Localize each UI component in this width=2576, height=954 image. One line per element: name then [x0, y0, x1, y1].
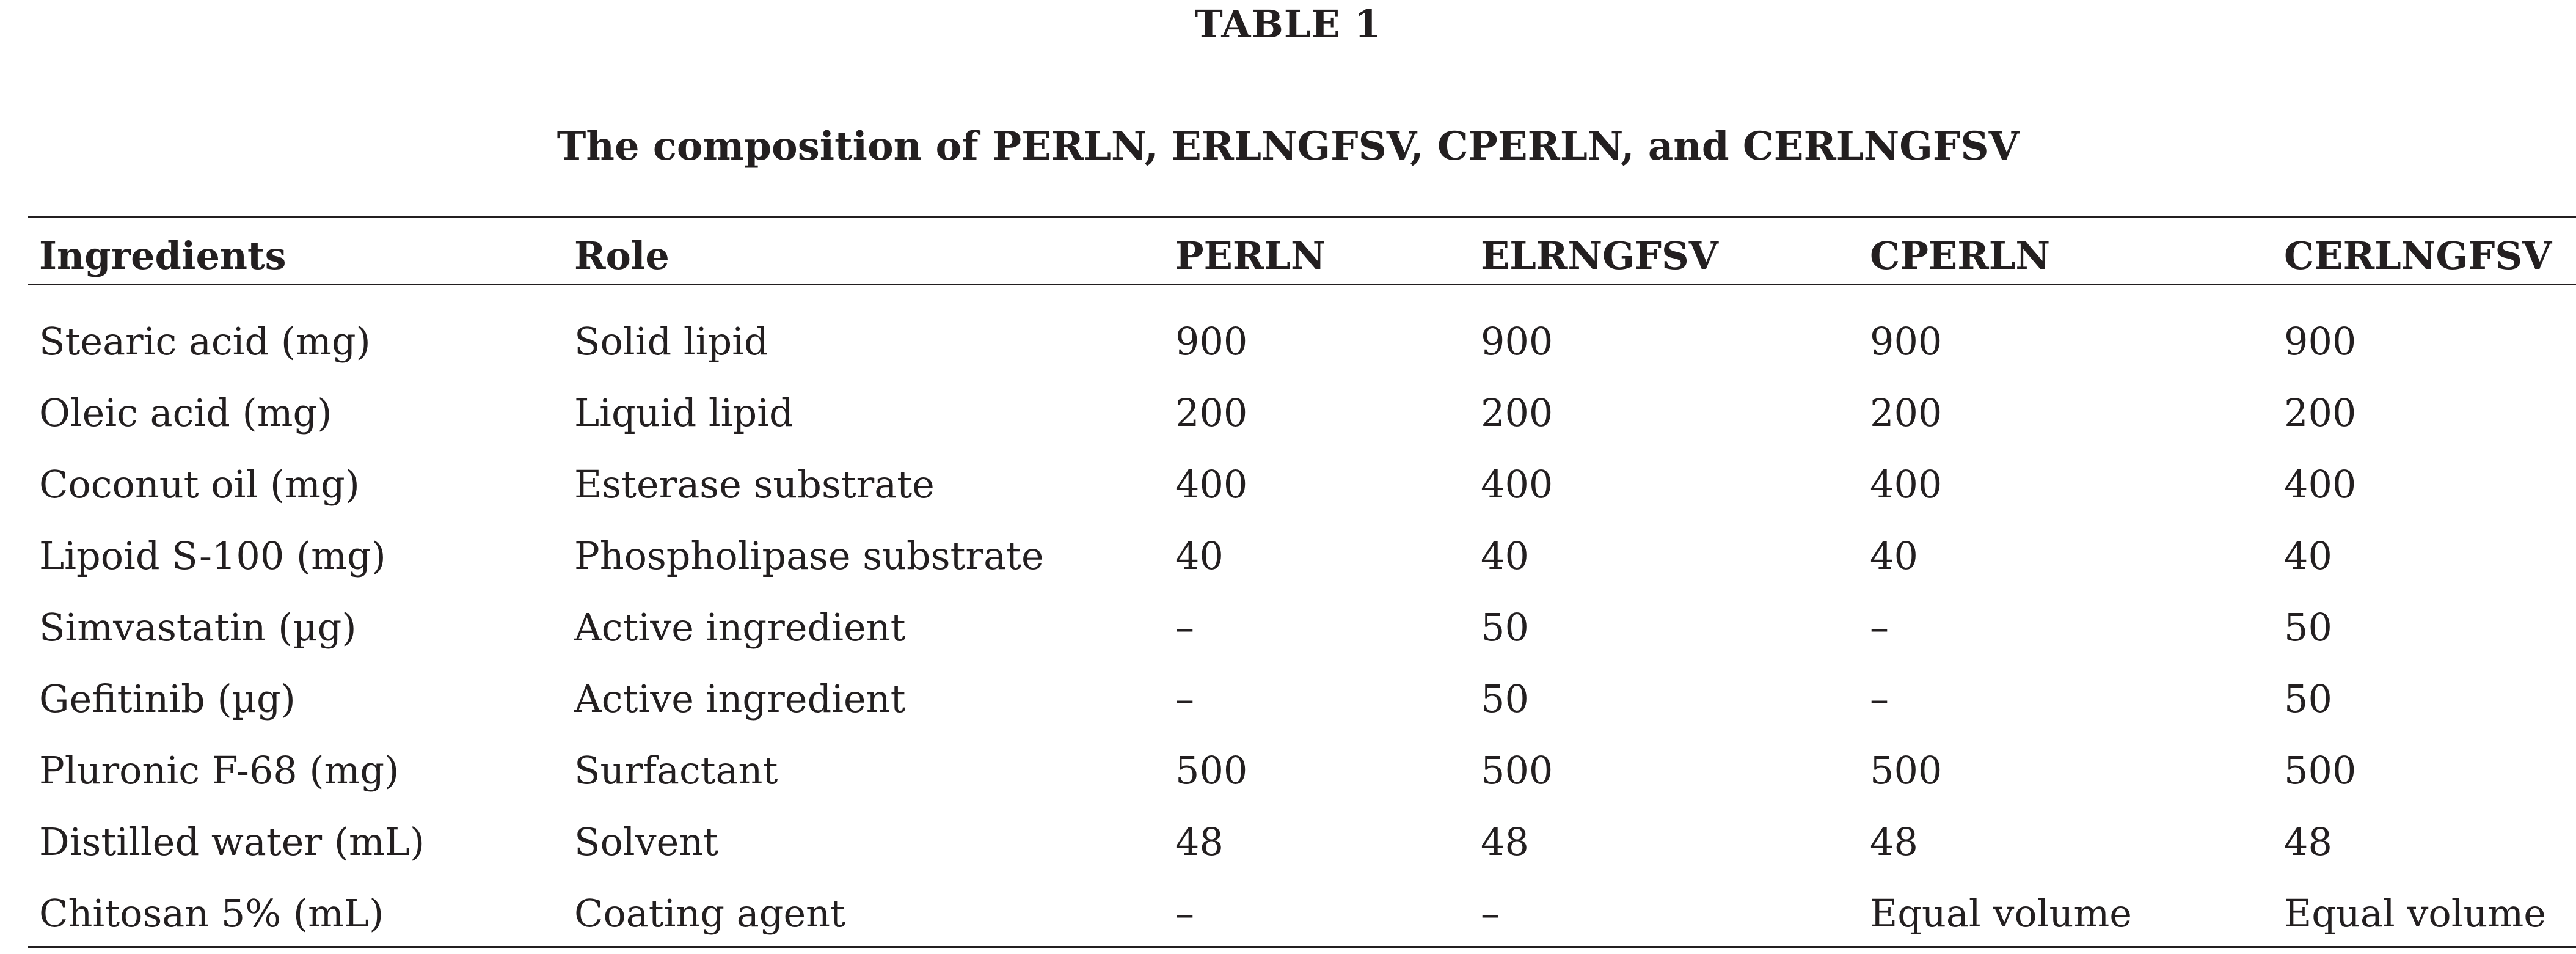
table-cell: Equal volume — [1870, 891, 2132, 936]
table-cell: 48 — [1175, 820, 1224, 864]
table-cell: Oleic acid (mg) — [39, 391, 332, 435]
table-cell: 40 — [1870, 534, 1918, 578]
column-header-elrngfsv: ELRNGFSV — [1481, 233, 1718, 278]
table-cell: Distilled water (mL) — [39, 820, 425, 864]
table-cell: Chitosan 5% (mL) — [39, 891, 384, 936]
table-cell: 50 — [1481, 677, 1529, 721]
table-cell: Solvent — [574, 820, 719, 864]
table-cell: Phospholipase substrate — [574, 534, 1044, 578]
table-cell: 200 — [1175, 391, 1248, 435]
table-cell: – — [1870, 605, 1889, 650]
table-cell: Active ingredient — [574, 605, 906, 650]
table-cell: 500 — [1175, 748, 1248, 793]
table-cell: 48 — [2284, 820, 2332, 864]
table-label: TABLE 1 — [1194, 2, 1382, 46]
table-cell: 40 — [1175, 534, 1224, 578]
table-row — [0, 600, 2576, 655]
table-cell: 900 — [2284, 319, 2357, 364]
table-cell: – — [1481, 891, 1500, 936]
table-cell: 400 — [1481, 462, 1553, 507]
table-row — [0, 815, 2576, 870]
table-cell: 400 — [2284, 462, 2357, 507]
table-header-rule — [28, 284, 2576, 285]
table-cell: Active ingredient — [574, 677, 906, 721]
table-cell: 48 — [1481, 820, 1529, 864]
table-cell: Simvastatin (µg) — [39, 605, 357, 650]
table-cell: 500 — [1870, 748, 1943, 793]
table-cell: 500 — [2284, 748, 2357, 793]
table-cell: 200 — [1870, 391, 1943, 435]
table-cell: Equal volume — [2284, 891, 2546, 936]
table-cell: 200 — [1481, 391, 1553, 435]
table-cell: 48 — [1870, 820, 1918, 864]
table-cell: Coconut oil (mg) — [39, 462, 360, 507]
table-row — [0, 886, 2576, 941]
table-cell: Solid lipid — [574, 319, 768, 364]
table-cell: 50 — [2284, 677, 2332, 721]
table-cell: Coating agent — [574, 891, 845, 936]
table-header-row — [0, 229, 2576, 284]
table-cell: 50 — [2284, 605, 2332, 650]
table-cell: 900 — [1175, 319, 1248, 364]
table-bottom-rule — [28, 946, 2576, 948]
column-header-ingredients: Ingredients — [39, 233, 286, 278]
column-header-cperln: CPERLN — [1870, 233, 2051, 278]
table-cell: Lipoid S-100 (mg) — [39, 534, 386, 578]
table-row — [0, 457, 2576, 512]
table-cell: 40 — [2284, 534, 2332, 578]
table-cell: – — [1175, 605, 1194, 650]
table-top-rule — [28, 216, 2576, 218]
table-cell: Pluronic F-68 (mg) — [39, 748, 400, 793]
table-cell: 50 — [1481, 605, 1529, 650]
table-cell: – — [1175, 891, 1194, 936]
table-cell: – — [1175, 677, 1194, 721]
table-cell: 200 — [2284, 391, 2357, 435]
table-caption: The composition of PERLN, ERLNGFSV, CPERLN, and CERLNGFSV — [556, 123, 2020, 169]
table-cell: Esterase substrate — [574, 462, 935, 507]
table-cell: 900 — [1481, 319, 1553, 364]
table-cell: 900 — [1870, 319, 1943, 364]
table-cell: – — [1870, 677, 1889, 721]
table-row — [0, 529, 2576, 584]
table-row — [0, 672, 2576, 727]
table-row — [0, 743, 2576, 798]
table-cell: 500 — [1481, 748, 1553, 793]
table-cell: 400 — [1175, 462, 1248, 507]
table-cell: Gefitinib (µg) — [39, 677, 296, 721]
table-cell: Stearic acid (mg) — [39, 319, 371, 364]
column-header-perln: PERLN — [1175, 233, 1326, 278]
column-header-cerlngfsv: CERLNGFSV — [2284, 233, 2552, 278]
table-cell: Surfactant — [574, 748, 778, 793]
table-cell: Liquid lipid — [574, 391, 794, 435]
table-row — [0, 386, 2576, 441]
table-cell: 40 — [1481, 534, 1529, 578]
column-header-role: Role — [574, 233, 670, 278]
table-cell: 400 — [1870, 462, 1943, 507]
table-row — [0, 314, 2576, 369]
